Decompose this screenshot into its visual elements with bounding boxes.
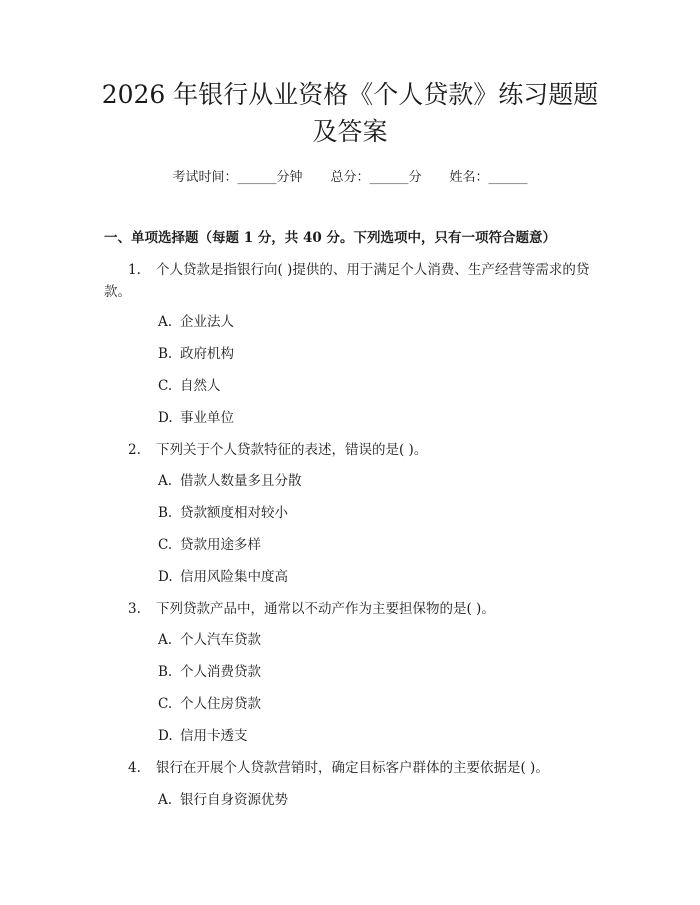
section-heading: 一、单项选择题（每题 1 分，共 40 分。下列选项中，只有一项符合题意） [104,230,556,246]
option-text: 借款人数量多且分散 [180,473,302,489]
question-3 [104,598,594,620]
option-text: 银行自身资源优势 [180,792,288,808]
option-2d [158,567,288,587]
question-text: 银行在开展个人贷款营销时，确定目标客户群体的主要依据是( )。 [156,760,549,776]
option-3c [158,694,261,714]
question-number: 2. [128,442,141,458]
option-text: 事业单位 [180,410,234,426]
option-text: 自然人 [180,378,221,394]
question-text: 下列贷款产品中，通常以不动产作为主要担保物的是( )。 [156,601,495,617]
option-text: 企业法人 [180,314,234,330]
title-line-1: 2026 年银行从业资格《个人贷款》练习题题 [101,80,599,109]
option-letter: C. [158,537,173,553]
option-text: 贷款额度相对较小 [180,505,288,521]
question-1 [104,259,594,303]
option-text: 政府机构 [180,346,234,362]
option-text: 个人住房贷款 [180,696,261,712]
option-letter: B. [158,346,173,362]
exam-time-label: 考试时间：______分钟 [172,170,303,185]
option-3b [158,662,261,682]
option-letter: A. [158,473,173,489]
option-text: 贷款用途多样 [180,537,261,553]
option-2b [158,503,288,523]
option-letter: D. [158,569,173,585]
document-title [60,76,640,150]
option-2c [158,535,261,555]
option-4a [158,790,288,810]
option-3a [158,630,261,650]
option-1b [158,344,234,364]
option-1d [158,408,234,428]
option-1c [158,376,221,396]
question-2 [104,439,594,461]
exam-info-line [0,168,700,188]
option-text: 个人汽车贷款 [180,632,261,648]
option-2a [158,471,302,491]
total-score-label: 总分：______分 [330,170,422,185]
option-letter: B. [158,664,173,680]
question-number: 3. [128,601,141,617]
question-text: 个人贷款是指银行向( )提供的、用于满足个人消费、生产经营等需求的贷款。 [104,262,590,300]
name-label: 姓名：______ [449,170,528,185]
option-letter: D. [158,410,173,426]
question-number: 4. [128,760,141,776]
option-letter: D. [158,728,173,744]
option-letter: B. [158,505,173,521]
question-4 [104,757,594,779]
option-letter: A. [158,314,173,330]
option-text: 信用卡透支 [180,728,248,744]
option-text: 个人消费贷款 [180,664,261,680]
option-letter: C. [158,378,173,394]
option-letter: A. [158,792,173,808]
option-1a [158,312,234,332]
option-letter: A. [158,632,173,648]
option-3d [158,726,248,746]
title-line-2: 及答案 [312,117,388,146]
option-text: 信用风险集中度高 [180,569,288,585]
option-letter: C. [158,696,173,712]
question-number: 1. [128,262,141,278]
question-text: 下列关于个人贷款特征的表述，错误的是( )。 [156,442,428,458]
